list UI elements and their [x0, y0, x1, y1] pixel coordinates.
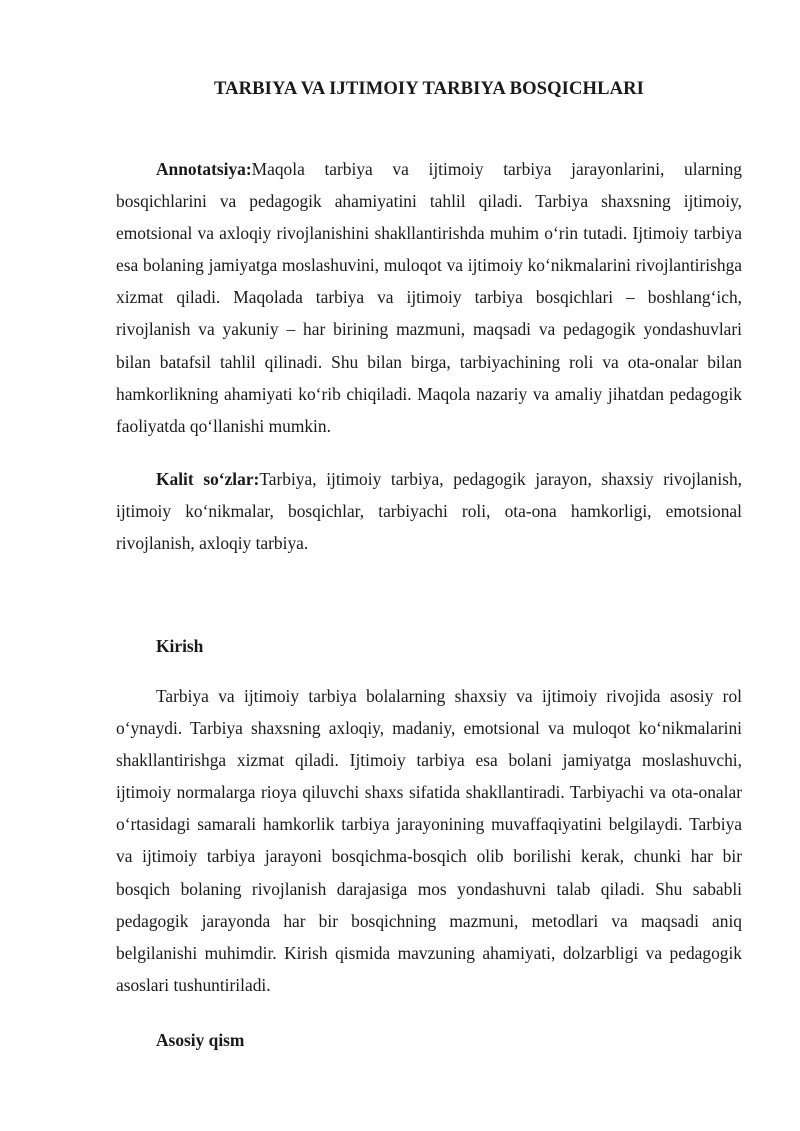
- introduction-heading: Kirish: [156, 636, 204, 656]
- keywords-paragraph: [116, 463, 742, 559]
- keywords-label: Kalit so‘zlar:: [156, 469, 260, 489]
- introduction-paragraph: Tarbiya va ijtimoiy tarbiya bolalarning shaxsiy va ijtimoiy rivojida asosiy rol o‘ynaydi. Tarbiya shaxsning axloqiy, madaniy, emotsional va muloqot ko‘nikmalarini shakllantirishga xizmat qiladi. Ijtimoiy tarbiya esa bolani jamiyatga moslashuvchi, ijtimoiy normalarga rioya qiluvchi shaxs sifatida shakllantiradi. Tarbiyachi va ota-onalar o‘rtasidagi samarali hamkorlik tarbiya jarayonining muvaffaqiyatini belgilaydi. Tarbiya va ijtimoiy tarbiya jarayoni bosqichma-bosqich olib borilishi kerak, chunki har bir bosqich bolaning rivojlanish darajasiga mos yondashuvni talab qiladi. Shu sababli pedagogik jarayonda har bir bosqichning mazmuni, metodlari va maqsadi aniq belgilanishi muhimdir. Kirish qismida mavzuning ahamiyati, dolzarbligi va pedagogik asoslari tushuntiriladi.: [116, 686, 742, 995]
- abstract-label: Annotatsiya:: [156, 159, 252, 179]
- keywords-text: Tarbiya, ijtimoiy tarbiya, pedagogik jarayon, shaxsiy rivojlanish, ijtimoiy ko‘nikmalar, bosqichlar, tarbiyachi roli, ota-ona hamkorligi, emotsional rivojlanish, axloqiy tarbiya.: [116, 469, 742, 554]
- abstract-text: Maqola tarbiya va ijtimoiy tarbiya jarayonlarini, ularning bosqichlarini va pedagogik ahamiyatini tahlil qiladi. Tarbiya shaxsning ijtimoiy, emotsional va axloqiy rivojlanishini shakllantirishda muhim o‘rin tutadi. Ijtimoiy tarbiya esa bolaning jamiyatga moslashuvini, muloqot va ijtimoiy ko‘nikmalarini rivojlantirishga xizmat qiladi. Maqolada tarbiya va ijtimoiy tarbiya bosqichlari – boshlang‘ich, rivojlanish va yakuniy – har birining mazmuni, maqsadi va pedagogik yondashuvlari bilan batafsil tahlil qilinadi. Shu bilan birga, tarbiyachining roli va ota-onalar bilan hamkorlikning ahamiyati ko‘rib chiqiladi. Maqola nazariy va amaliy jihatdan pedagogik faoliyatda qo‘llanishi mumkin.: [116, 159, 742, 436]
- document-title: TARBIYA VA IJTIMOIY TARBIYA BOSQICHLARI: [214, 78, 644, 99]
- main-part-heading: Asosiy qism: [156, 1030, 245, 1050]
- abstract-paragraph: [116, 153, 742, 442]
